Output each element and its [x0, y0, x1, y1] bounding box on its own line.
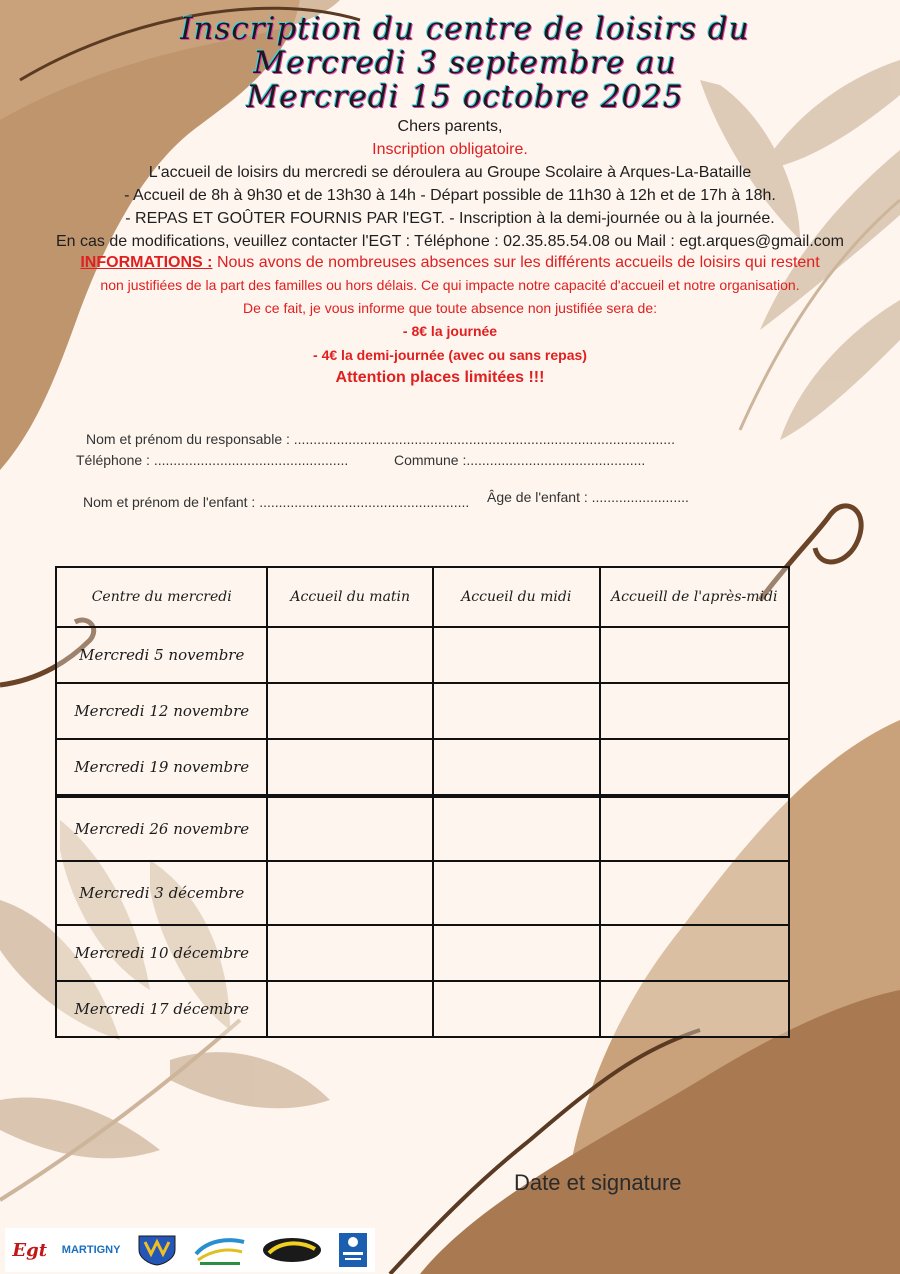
day-label: Mercredi 3 décembre: [56, 861, 267, 925]
cell-midi[interactable]: [433, 861, 600, 925]
greeting: Chers parents,: [397, 118, 503, 135]
fee-day: - 8€ la journée: [402, 323, 498, 339]
attention-limited: Attention places limitées !!!: [335, 369, 545, 386]
day-label: Mercredi 19 novembre: [56, 739, 267, 796]
regional-logo-icon: [261, 1235, 323, 1265]
table-row: [56, 796, 789, 861]
table-row: [56, 925, 789, 981]
notice-text: Nous avons de nombreuses absences sur les différents accueils de loisirs qui restent: [212, 254, 820, 271]
notice-line-1: [0, 254, 900, 272]
day-label: Mercredi 26 novembre: [56, 796, 267, 861]
cell-apres-midi[interactable]: [600, 981, 789, 1037]
field-enfant[interactable]: Nom et prénom de l'enfant : ......................................................: [83, 494, 470, 510]
day-label: Mercredi 10 décembre: [56, 925, 267, 981]
title-line-3: Mercredi 15 octobre 2025: [246, 79, 684, 115]
cell-midi[interactable]: [433, 981, 600, 1037]
cell-midi[interactable]: [433, 627, 600, 683]
caf-logo-icon: [338, 1232, 368, 1268]
table-row: [56, 627, 789, 683]
fee-half-day: - 4€ la demi-journée (avec ou sans repas): [313, 347, 587, 363]
schedule-table: [55, 566, 790, 1038]
mandatory-notice: Inscription obligatoire.: [372, 141, 528, 158]
rouxmesnil-logo-icon: [194, 1234, 246, 1266]
coat-of-arms-icon: [135, 1234, 179, 1266]
cell-midi[interactable]: [433, 683, 600, 739]
header-centre: Centre du mercredi: [56, 567, 267, 627]
header-midi: Accueil du midi: [433, 567, 600, 627]
day-label: Mercredi 12 novembre: [56, 683, 267, 739]
intro-contact: En cas de modifications, veuillez contacter l'EGT : Téléphone : 02.35.85.54.08 ou Mail : egt.arques@gmail.com: [55, 233, 845, 250]
cell-matin[interactable]: [267, 796, 433, 861]
cell-matin[interactable]: [267, 925, 433, 981]
cell-matin[interactable]: [267, 683, 433, 739]
cell-apres-midi[interactable]: [600, 861, 789, 925]
cell-apres-midi[interactable]: [600, 683, 789, 739]
cell-apres-midi[interactable]: [600, 739, 789, 796]
table-row: [56, 981, 789, 1037]
intro-meals: - REPAS ET GOÛTER FOURNIS PAR l'EGT. - Inscription à la demi-journée ou à la journée.: [125, 210, 775, 227]
header-matin: Accueil du matin: [267, 567, 433, 627]
date-signature-label: Date et signature: [514, 1170, 682, 1195]
table-row: [56, 739, 789, 796]
field-commune[interactable]: Commune :..............................................: [394, 452, 646, 468]
cell-matin[interactable]: [267, 981, 433, 1037]
day-label: Mercredi 5 novembre: [56, 627, 267, 683]
table-row: [56, 861, 789, 925]
title-line-1: Inscription du centre de loisirs du: [180, 11, 750, 47]
egt-logo: Egt: [12, 1239, 48, 1261]
cell-matin[interactable]: [267, 739, 433, 796]
cell-matin[interactable]: [267, 627, 433, 683]
header-apres-midi: Accueill de l'après-midi: [600, 567, 789, 627]
cell-apres-midi[interactable]: [600, 627, 789, 683]
cell-apres-midi[interactable]: [600, 925, 789, 981]
partner-logos: [5, 1228, 375, 1272]
cell-apres-midi[interactable]: [600, 796, 789, 861]
table-row: [56, 683, 789, 739]
cell-midi[interactable]: [433, 739, 600, 796]
table-header-row: [56, 567, 789, 627]
notice-line-2: non justifiées de la part des familles ou hors délais. Ce qui impacte notre capacité d'accueil et notre organisation.: [100, 277, 800, 293]
martigny-logo: MARTIGNY: [61, 1244, 121, 1256]
intro-hours: - Accueil de 8h à 9h30 et de 13h30 à 14h - Départ possible de 11h30 à 12h et de 17h à 18h.: [124, 187, 776, 204]
title-line-2: Mercredi 3 septembre au: [253, 45, 677, 81]
cell-midi[interactable]: [433, 925, 600, 981]
notice-label: INFORMATIONS :: [80, 254, 213, 271]
field-age[interactable]: Âge de l'enfant : .........................: [487, 489, 689, 505]
field-responsable[interactable]: Nom et prénom du responsable : ..................................................................................................: [86, 431, 675, 447]
intro-location: L'accueil de loisirs du mercredi se déroulera au Groupe Scolaire à Arques-La-Bataille: [148, 164, 752, 181]
notice-line-3: De ce fait, je vous informe que toute absence non justifiée sera de:: [242, 300, 658, 316]
cell-matin[interactable]: [267, 861, 433, 925]
cell-midi[interactable]: [433, 796, 600, 861]
field-telephone[interactable]: Téléphone : ..................................................: [76, 452, 349, 468]
day-label: Mercredi 17 décembre: [56, 981, 267, 1037]
